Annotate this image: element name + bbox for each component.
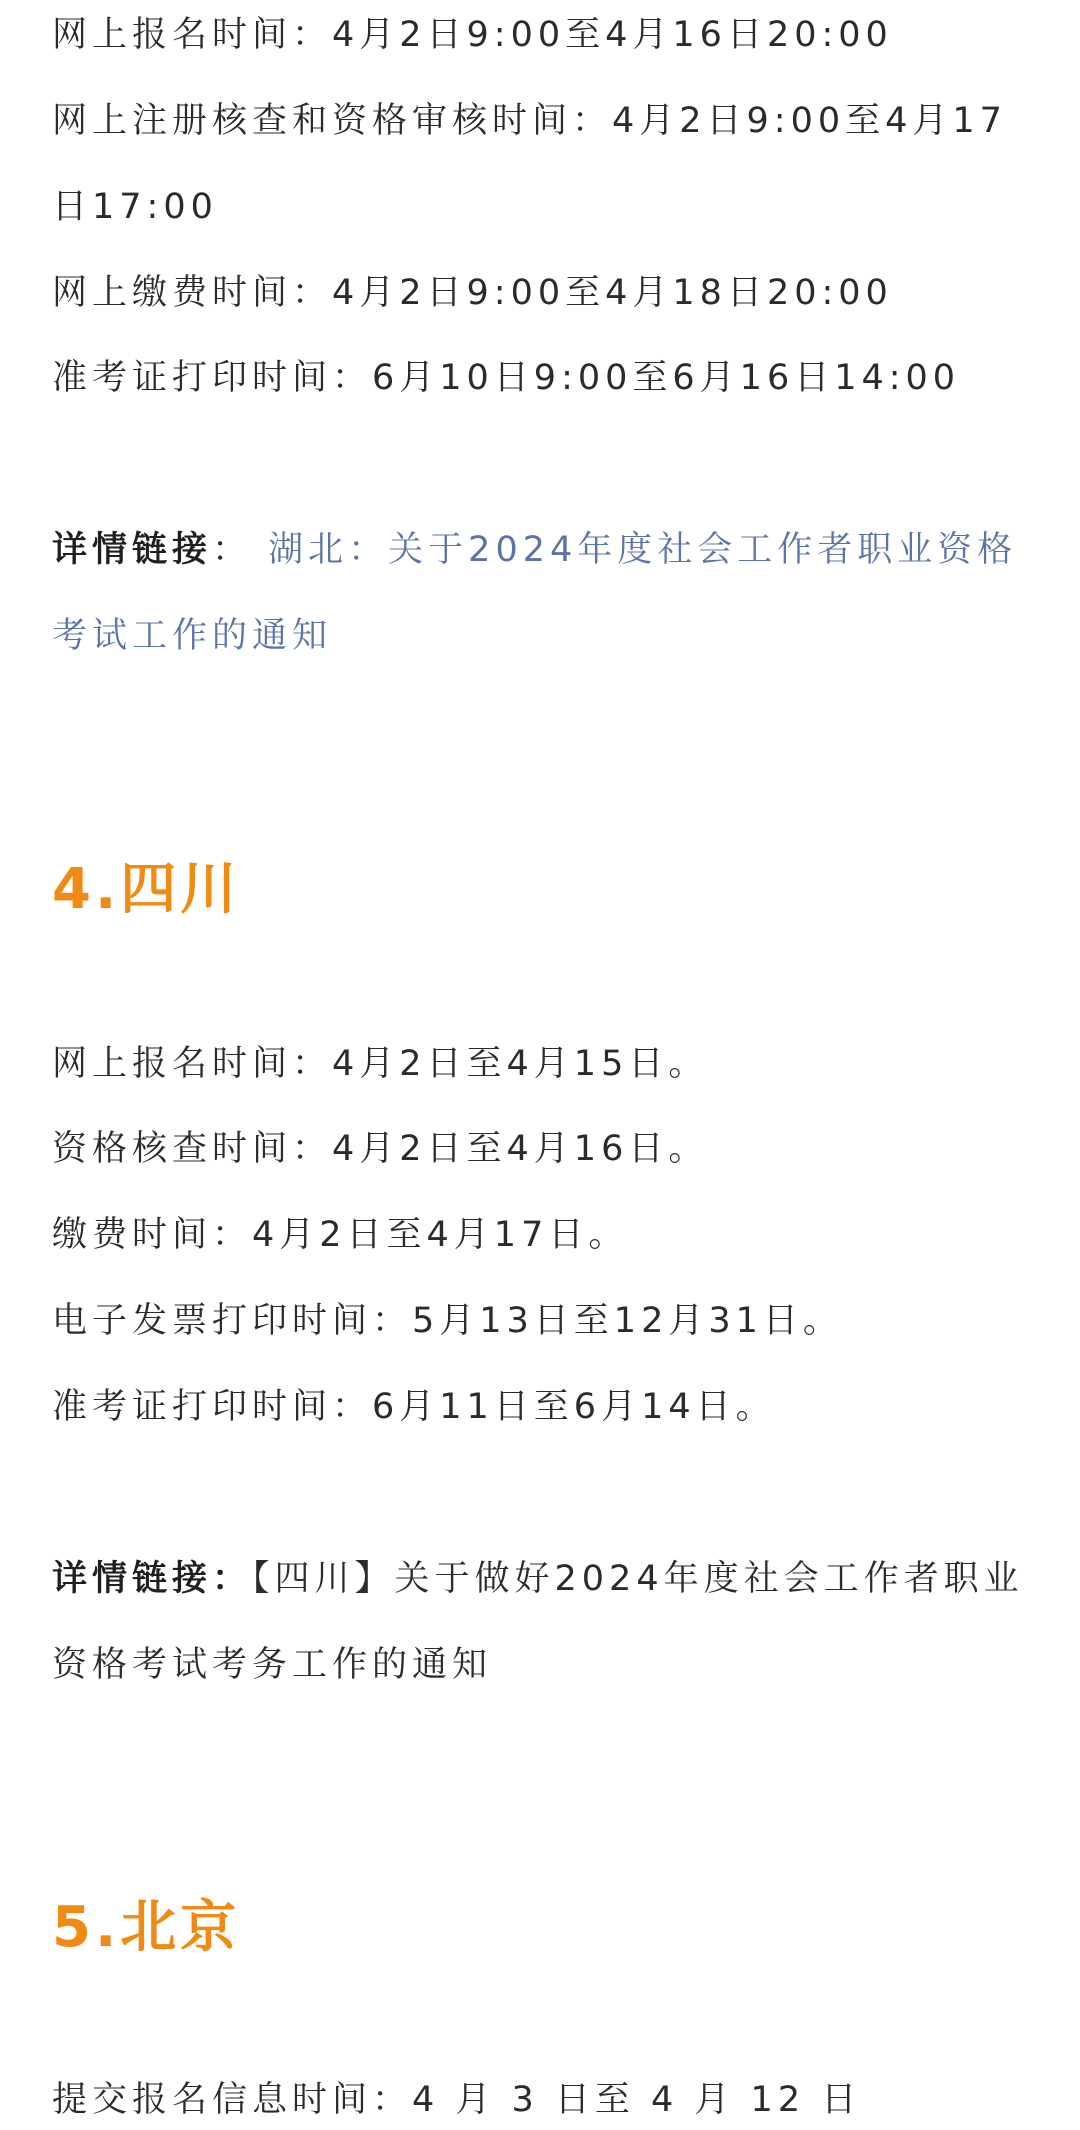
sichuan-heading: 4.四川 [52, 857, 241, 922]
details-label: 详情链接： [52, 1559, 253, 1599]
sichuan-online-registration: 网上报名时间：4月2日至4月15日。 [52, 1044, 709, 1084]
sichuan-qualification-check: 资格核查时间：4月2日至4月16日。 [52, 1129, 709, 1169]
beijing-heading: 5.北京 [52, 1895, 241, 1960]
hubei-admission-ticket: 准考证打印时间：6月10日9:00至6月16日14:00 [52, 358, 961, 398]
sichuan-admission-ticket: 准考证打印时间：6月11日至6月14日。 [52, 1387, 776, 1427]
hubei-online-review-line1: 网上注册核查和资格审核时间：4月2日9:00至4月17 [52, 101, 1007, 141]
details-colon: ： [212, 530, 253, 570]
sichuan-invoice-print: 电子发票打印时间：5月13日至12月31日。 [52, 1301, 843, 1341]
sichuan-details-text: 【四川】关于做好2024年度社会工作者职业 [252, 1559, 1024, 1599]
sichuan-details-line2: 资格考试考务工作的通知 [52, 1645, 493, 1685]
hubei-details-line1 [52, 529, 1017, 571]
sichuan-payment: 缴费时间：4月2日至4月17日。 [52, 1215, 629, 1255]
hubei-online-registration: 网上报名时间：4月2日9:00至4月16日20:00 [52, 15, 893, 55]
sichuan-details-line1 [52, 1558, 1024, 1600]
hubei-online-review-line2: 日17:00 [52, 187, 218, 227]
hubei-details-link-line2[interactable]: 考试工作的通知 [52, 616, 333, 656]
hubei-online-payment: 网上缴费时间：4月2日9:00至4月18日20:00 [52, 273, 893, 313]
hubei-details-link[interactable]: 湖北：关于2024年度社会工作者职业资格 [268, 530, 1018, 570]
details-label: 详情链接 [52, 530, 213, 570]
beijing-submit-registration: 提交报名信息时间：4 月 3 日至 4 月 12 日 [52, 2080, 862, 2120]
